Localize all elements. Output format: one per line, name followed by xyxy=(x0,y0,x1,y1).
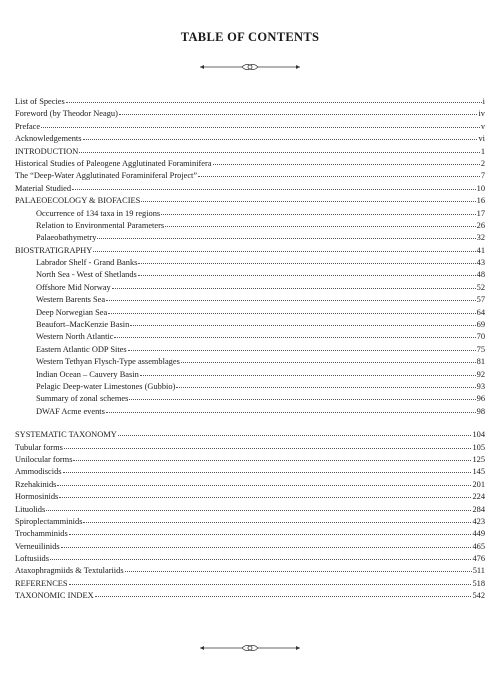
toc-entry-page: 17 xyxy=(476,208,485,218)
toc-entry-page: 69 xyxy=(476,320,485,330)
toc-entry xyxy=(15,405,485,417)
toc-entry-label: Occurrence of 134 taxa in 19 regions xyxy=(36,208,161,218)
toc-entry-page: vi xyxy=(478,134,485,144)
dot-leader xyxy=(63,464,472,473)
toc-entry-page: 284 xyxy=(472,504,485,514)
toc-entry-page: 81 xyxy=(476,357,485,367)
toc-entry-page: 449 xyxy=(472,529,485,539)
toc-entry-page: 48 xyxy=(476,270,485,280)
toc-entry-page: 423 xyxy=(472,516,485,526)
toc-entry-label: TAXONOMIC INDEX xyxy=(15,591,94,601)
toc-entry-page: 41 xyxy=(476,245,485,255)
toc-entry-page: 542 xyxy=(472,591,485,601)
toc-entry-label: Tubular forms xyxy=(15,442,63,452)
dot-leader xyxy=(50,551,471,560)
toc-entry-label: North Sea - West of Shetlands xyxy=(36,270,137,280)
toc-entry-label: The “Deep-Water Agglutinated Foraminiferal Project” xyxy=(15,171,198,181)
dot-leader xyxy=(165,218,475,227)
dot-leader xyxy=(138,255,475,264)
dot-leader xyxy=(73,452,471,461)
dot-leader xyxy=(128,342,476,351)
toc-entry-label: Material Studied xyxy=(15,183,72,193)
toc-entry-label: Foreword (by Theodor Neagu) xyxy=(15,109,118,119)
toc-entry-page: 93 xyxy=(476,381,485,391)
dot-leader xyxy=(141,193,475,202)
toc-entry-label: Spiroplectamminids xyxy=(15,516,83,526)
dot-leader xyxy=(140,367,476,376)
dot-leader xyxy=(97,230,475,239)
toc-entry-label: Beaufort–MacKenzie Basin xyxy=(36,320,130,330)
dot-leader xyxy=(64,440,472,449)
top-ornament-icon xyxy=(198,62,302,72)
toc-entry-label: Indian Ocean – Cauvery Basin xyxy=(36,369,139,379)
toc-entry-label: Deep Norwegian Sea xyxy=(36,307,108,317)
toc-entry-label: Western Tethyan Flysch-Type assemblages xyxy=(36,357,180,367)
dot-leader xyxy=(129,391,475,400)
toc-entry-label: INTRODUCTION xyxy=(15,146,79,156)
toc-entry-page: 2 xyxy=(480,158,485,168)
toc-entry-label: BIOSTRATIGRAPHY xyxy=(15,245,93,255)
dot-leader xyxy=(112,280,476,289)
toc-entry-page: 145 xyxy=(472,467,485,477)
dot-leader xyxy=(69,576,472,585)
bottom-ornament-icon xyxy=(198,643,302,653)
dot-leader xyxy=(161,206,475,215)
toc-entry-label: REFERENCES xyxy=(15,578,68,588)
toc-entry-page: 201 xyxy=(472,479,485,489)
dot-leader xyxy=(83,131,478,140)
toc-entry-label: Trochamminids xyxy=(15,529,68,539)
dot-leader xyxy=(59,489,471,498)
toc-entry-label: Preface xyxy=(15,121,41,131)
toc-entry-page: 43 xyxy=(476,258,485,268)
toc-entry-label: DWAF Acme events xyxy=(36,406,105,416)
toc-entry-page: 57 xyxy=(476,295,485,305)
toc-entry-label: Pelagic Deep-water Limestones (Gubbio) xyxy=(36,381,176,391)
toc-entry-label: PALAEOECOLOGY & BIOFACIES xyxy=(15,196,141,206)
toc-entry-page: 98 xyxy=(476,406,485,416)
toc-entry-label: Rzehakinids xyxy=(15,479,57,489)
dot-leader xyxy=(213,156,480,165)
toc-entry-page: 465 xyxy=(472,541,485,551)
toc-entry-label: Hormosinids xyxy=(15,492,59,502)
toc-entry-page: 224 xyxy=(472,492,485,502)
dot-leader xyxy=(138,267,476,276)
toc-entry-page: iv xyxy=(478,109,485,119)
toc-entry-label: SYSTEMATIC TAXONOMY xyxy=(15,430,117,440)
toc-entry-page: 476 xyxy=(472,554,485,564)
toc-entry-page: 104 xyxy=(472,430,485,440)
toc-entry-label: Labrador Shelf - Grand Banks xyxy=(36,258,138,268)
toc-entry-label: Loftusiids xyxy=(15,554,49,564)
dot-leader xyxy=(95,588,472,597)
toc-entry-page: 52 xyxy=(476,282,485,292)
toc-entry-page: 16 xyxy=(476,196,485,206)
dot-leader xyxy=(57,477,471,486)
toc-entry-label: Unilocular forms xyxy=(15,454,73,464)
toc-entry-label: Western North Atlantic xyxy=(36,332,114,342)
toc-entry-page: i xyxy=(482,97,485,106)
toc-entry-page: 518 xyxy=(472,578,485,588)
toc-entry-label: Ammodiscids xyxy=(15,467,62,477)
toc-entry-page: v xyxy=(480,121,485,131)
toc-entry-page: 1 xyxy=(480,146,485,156)
dot-leader xyxy=(79,144,480,153)
toc-entry-page: 7 xyxy=(480,171,485,181)
dot-leader xyxy=(41,119,480,128)
toc-entry-label: Relation to Environmental Parameters xyxy=(36,220,165,230)
table-of-contents xyxy=(15,95,485,602)
dot-leader xyxy=(83,514,471,523)
dot-leader xyxy=(181,354,476,363)
dot-leader xyxy=(125,563,472,572)
toc-entry-page: 92 xyxy=(476,369,485,379)
dot-leader xyxy=(119,106,478,115)
dot-leader xyxy=(66,94,482,103)
toc-entry xyxy=(15,589,485,601)
toc-entry-page: 105 xyxy=(472,442,485,452)
toc-entry-page: 70 xyxy=(476,332,485,342)
dot-leader xyxy=(46,502,471,511)
toc-entry-page: 75 xyxy=(476,344,485,354)
dot-leader xyxy=(106,292,476,301)
toc-entry-label: Acknowledgements xyxy=(15,134,82,144)
dot-leader xyxy=(69,526,472,535)
toc-entry-label: Western Barents Sea xyxy=(36,295,106,305)
dot-leader xyxy=(72,181,476,190)
dot-leader xyxy=(198,168,480,177)
toc-entry-label: Offshore Mid Norway xyxy=(36,282,111,292)
toc-entry-page: 125 xyxy=(472,454,485,464)
toc-entry-label: Lituolids xyxy=(15,504,46,514)
dot-leader xyxy=(108,305,475,314)
dot-leader xyxy=(176,379,475,388)
dot-leader xyxy=(93,243,475,252)
toc-entry-page: 96 xyxy=(476,394,485,404)
dot-leader xyxy=(118,427,472,436)
dot-leader xyxy=(61,539,472,548)
toc-entry-label: Summary of zonal schemes xyxy=(36,394,129,404)
toc-entry-label: Eastern Atlantic ODP Sites xyxy=(36,344,127,354)
toc-entry-page: 64 xyxy=(476,307,485,317)
toc-entry-label: Historical Studies of Paleogene Agglutinated Foraminifera xyxy=(15,158,212,168)
toc-entry-label: Verneuilinids xyxy=(15,541,60,551)
toc-entry-label: List of Species xyxy=(15,97,65,106)
dot-leader xyxy=(130,317,475,326)
toc-entry-page: 26 xyxy=(476,220,485,230)
toc-entry-page: 10 xyxy=(476,183,485,193)
dot-leader xyxy=(114,329,475,338)
toc-entry-label: Palaeobathymetry xyxy=(36,233,97,243)
toc-entry-page: 511 xyxy=(472,566,485,576)
dot-leader xyxy=(106,404,476,413)
toc-entry-page: 32 xyxy=(476,233,485,243)
toc-entry-label: Ataxophragmiids & Textulariids xyxy=(15,566,124,576)
page-title: TABLE OF CONTENTS xyxy=(180,30,320,44)
